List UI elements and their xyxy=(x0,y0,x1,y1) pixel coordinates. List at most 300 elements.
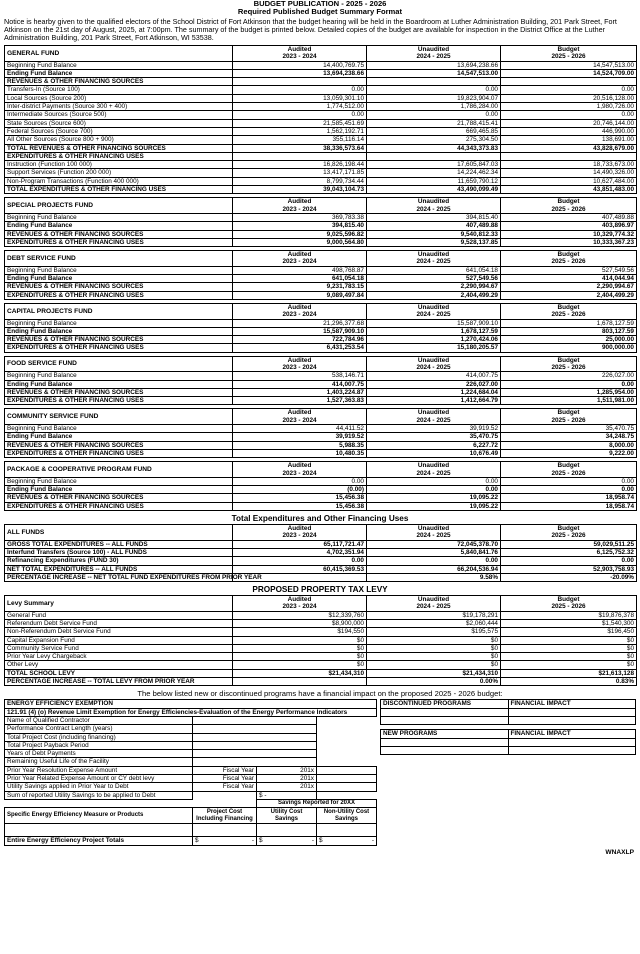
new-programs-impact: FINANCIAL IMPACT xyxy=(508,730,636,738)
row-label: Support Services (Function 200 000) xyxy=(5,169,233,177)
col-budget: Budget 2025 - 2026 xyxy=(501,46,637,62)
food-service-fund-title: FOOD SERVICE FUND xyxy=(5,356,233,372)
fy-fiscal: Fiscal Year xyxy=(193,766,257,774)
row-value: 35,470.75 xyxy=(367,433,501,441)
general-fund-row xyxy=(5,61,637,69)
row-label: All Other Sources (Source 800 + 900) xyxy=(5,136,233,144)
all-funds-table xyxy=(4,524,637,582)
general-fund-row xyxy=(5,94,637,102)
energy-fy-row xyxy=(5,783,377,791)
measure-label: Specific Energy Efficiency Measure or Products xyxy=(5,808,193,824)
row-label: Beginning Fund Balance xyxy=(5,213,233,221)
levy-table-wrap xyxy=(4,595,636,686)
row-value: 34,248.75 xyxy=(501,433,637,441)
row-label: NET TOTAL EXPENDITURES -- ALL FUNDS xyxy=(5,565,233,573)
community-service-fund-table xyxy=(4,408,637,458)
row-value: 9,025,596.82 xyxy=(233,230,367,238)
capital-projects-fund-row xyxy=(5,327,637,335)
row-value: $0 xyxy=(233,661,367,669)
totals-heading: Total Expenditures and Other Financing Uses xyxy=(231,514,409,524)
col-audited: Audited 2023 - 2024 xyxy=(233,303,367,319)
energy-fy-row xyxy=(5,775,377,783)
row-value: 18,733,673.00 xyxy=(501,161,637,169)
row-value: 1,527,363.83 xyxy=(233,397,367,405)
package-coop-fund-table xyxy=(4,461,637,511)
col-budget: Budget 2025 - 2026 xyxy=(501,409,637,425)
row-value: 669,465.85 xyxy=(367,127,501,135)
sum-value: $ - xyxy=(257,791,317,799)
row-label: Other Levy xyxy=(5,661,233,669)
row-label: Referendum Debt Service Fund xyxy=(5,620,233,628)
community-service-fund-row xyxy=(5,425,637,433)
fy-year: 201x xyxy=(257,766,317,774)
row-value: 1,774,512.00 xyxy=(233,103,367,111)
package-coop-fund-row xyxy=(5,486,637,494)
row-label: REVENUES & OTHER FINANCING SOURCES xyxy=(5,78,233,86)
row-value: 21,788,415.41 xyxy=(367,119,501,127)
levy-summary-row xyxy=(5,653,637,661)
row-label: Local Sources (Source 200) xyxy=(5,94,233,102)
col-budget: Budget 2025 - 2026 xyxy=(501,198,637,214)
row-label: EXPENDITURES & OTHER FINANCING USES xyxy=(5,397,233,405)
row-value: 0.00 xyxy=(501,477,637,485)
col-unaudited: Unaudited 2024 - 2025 xyxy=(367,409,501,425)
levy-summary-title: Levy Summary xyxy=(5,596,233,612)
levy-summary-row xyxy=(5,611,637,619)
row-value: 414,044.94 xyxy=(501,275,637,283)
row-label: Ending Fund Balance xyxy=(5,69,233,77)
row-value: 9.58% xyxy=(367,573,501,581)
debt-service-fund-table xyxy=(4,250,637,300)
package-coop-fund-row xyxy=(5,494,637,502)
energy-section xyxy=(4,699,376,845)
col-unaudited: Unaudited 2024 - 2025 xyxy=(367,303,501,319)
row-value: 1,678,127.59 xyxy=(501,319,637,327)
energy-title: ENERGY EFFICIENCY EXEMPTION xyxy=(5,700,377,708)
general-fund-row xyxy=(5,186,637,194)
row-value: 19,823,904.07 xyxy=(367,94,501,102)
row-label: Non-Program Transactions (Function 400 000) xyxy=(5,177,233,185)
general-fund-row xyxy=(5,86,637,94)
row-value: 15,456.38 xyxy=(233,502,367,510)
row-value: $0 xyxy=(367,661,501,669)
row-label: Beginning Fund Balance xyxy=(5,61,233,69)
programs-note: The below listed new or discontinued programs have a financial impact on the proposed 2025 - 2026 budget: xyxy=(137,689,503,699)
row-value: $2,060,444 xyxy=(367,620,501,628)
row-value: 65,117,721.47 xyxy=(233,540,367,548)
row-label: GROSS TOTAL EXPENDITURES -- ALL FUNDS xyxy=(5,540,233,548)
row-value: 9,528,137.85 xyxy=(367,238,501,246)
row-value: 10,627,484.00 xyxy=(501,177,637,185)
special-projects-fund-row xyxy=(5,230,637,238)
community-service-fund-row xyxy=(5,441,637,449)
food-service-fund-row xyxy=(5,380,637,388)
row-value: 446,990.00 xyxy=(501,127,637,135)
col-budget: Budget 2025 - 2026 xyxy=(501,251,637,267)
levy-summary-row xyxy=(5,644,637,652)
special-projects-fund-table xyxy=(4,197,637,247)
row-value: 0.00 xyxy=(367,86,501,94)
row-value: 39,043,104.73 xyxy=(233,186,367,194)
row-value xyxy=(233,678,367,686)
col-audited: Audited 2023 - 2024 xyxy=(233,409,367,425)
row-value: $0 xyxy=(367,636,501,644)
row-value: 21,585,451.69 xyxy=(233,119,367,127)
row-value: $0 xyxy=(367,653,501,661)
row-value: 394,815.40 xyxy=(233,222,367,230)
row-value: 1,285,954.00 xyxy=(501,388,637,396)
col-audited: Audited 2023 - 2024 xyxy=(233,596,367,612)
row-value: $195,575 xyxy=(367,628,501,636)
col-audited: Audited 2023 - 2024 xyxy=(233,356,367,372)
row-value: $0 xyxy=(501,636,637,644)
row-value: 66,204,536.94 xyxy=(367,565,501,573)
row-value: 43,490,099.49 xyxy=(367,186,501,194)
row-label: TOTAL REVENUES & OTHER FINANCING SOURCES xyxy=(5,144,233,152)
row-value: 1,270,424.06 xyxy=(367,336,501,344)
total-dollar-2: $ xyxy=(259,837,263,845)
row-value: 10,333,367.23 xyxy=(501,238,637,246)
energy-item-row xyxy=(5,741,377,749)
row-value: 369,783.38 xyxy=(233,213,367,221)
row-value: 394,815.40 xyxy=(367,213,501,221)
col-audited: Audited 2023 - 2024 xyxy=(233,462,367,478)
row-label: Instruction (Function 100 000) xyxy=(5,161,233,169)
col-budget: Budget 2025 - 2026 xyxy=(501,596,637,612)
energy-item-row xyxy=(5,733,377,741)
general-fund-row xyxy=(5,136,637,144)
row-value: 1,786,284.00 xyxy=(367,103,501,111)
capital-projects-fund-title: CAPITAL PROJECTS FUND xyxy=(5,303,233,319)
row-value: 25,000.00 xyxy=(501,336,637,344)
row-value: 16,826,198.44 xyxy=(233,161,367,169)
row-label: Beginning Fund Balance xyxy=(5,266,233,274)
row-value: 9,089,497.84 xyxy=(233,291,367,299)
row-label: Beginning Fund Balance xyxy=(5,477,233,485)
row-label: Interfund Transfers (Source 100) - ALL FUNDS xyxy=(5,548,233,556)
col-budget: Budget 2025 - 2026 xyxy=(501,303,637,319)
row-value: 2,290,994.67 xyxy=(501,283,637,291)
row-value: 138,691.00 xyxy=(501,136,637,144)
general-fund-row xyxy=(5,152,637,160)
energy-subtitle: 121.91 (4) (o) Revenue Limit Exemption for Energy Efficiencies-Evaluation of the Energy Performance Indicators xyxy=(5,708,377,716)
total-dash-1: - xyxy=(251,837,254,845)
row-value: 1,980,726.00 xyxy=(501,103,637,111)
row-value: 0.00 xyxy=(367,557,501,565)
capital-projects-fund-row xyxy=(5,319,637,327)
energy-item-label: Total Project Payback Period xyxy=(5,741,193,749)
general-fund-row xyxy=(5,144,637,152)
row-value: 1,224,684.04 xyxy=(367,388,501,396)
row-value: 43,828,679.00 xyxy=(501,144,637,152)
row-value: 13,694,238.66 xyxy=(233,69,367,77)
row-value: 14,547,513.00 xyxy=(501,61,637,69)
general-fund-row xyxy=(5,177,637,185)
fy-label: Prior Year Related Expense Amount or CY debt levy xyxy=(5,775,193,783)
row-value: $0 xyxy=(501,644,637,652)
row-value: $21,434,310 xyxy=(367,669,501,677)
row-value: 6,125,752.32 xyxy=(501,548,637,556)
row-value: 0.00 xyxy=(501,111,637,119)
debt-service-fund-row xyxy=(5,283,637,291)
fy-year: 201x xyxy=(257,775,317,783)
col-unaudited: Unaudited 2024 - 2025 xyxy=(367,46,501,62)
food-service-fund-row xyxy=(5,372,637,380)
energy-item-label: Remaining Useful Life of the Facility xyxy=(5,758,193,766)
col-unaudited: Unaudited 2024 - 2025 xyxy=(367,251,501,267)
general-fund-row xyxy=(5,127,637,135)
total-dollar-1: $ xyxy=(195,837,199,845)
energy-total-label: Entire Energy Efficiency Project Totals xyxy=(5,837,193,845)
row-value: 10,329,774.32 xyxy=(501,230,637,238)
col-unaudited: Unaudited 2024 - 2025 xyxy=(367,596,501,612)
row-label: General Fund xyxy=(5,611,233,619)
row-label: TOTAL SCHOOL LEVY xyxy=(5,669,233,677)
h-utility-savings: Utility Cost Savings xyxy=(257,808,317,824)
special-projects-fund-row xyxy=(5,238,637,246)
all-funds-row xyxy=(5,548,637,556)
row-label: REVENUES & OTHER FINANCING SOURCES xyxy=(5,283,233,291)
totals-table-wrap xyxy=(4,524,636,582)
community-service-fund-row xyxy=(5,449,637,457)
row-value: 2,404,499.29 xyxy=(367,291,501,299)
community-service-fund-row xyxy=(5,433,637,441)
levy-summary-row xyxy=(5,678,637,686)
row-label: Ending Fund Balance xyxy=(5,275,233,283)
row-value: 0.00 xyxy=(501,557,637,565)
col-unaudited: Unaudited 2024 - 2025 xyxy=(367,525,501,541)
row-value: 0.00 xyxy=(367,477,501,485)
row-label: Beginning Fund Balance xyxy=(5,319,233,327)
row-value: 20,516,128.00 xyxy=(501,94,637,102)
row-value: 39,919.52 xyxy=(233,433,367,441)
row-value: 11,659,790.12 xyxy=(367,177,501,185)
row-value: 1,562,192.71 xyxy=(233,127,367,135)
row-value: 0.00 xyxy=(367,486,501,494)
levy-summary-table xyxy=(4,595,637,686)
all-funds-title: ALL FUNDS xyxy=(5,525,233,541)
row-value: -20.09% xyxy=(501,573,637,581)
budget-page xyxy=(4,0,636,856)
row-value: 226,027.00 xyxy=(501,372,637,380)
row-value: 2,290,994.67 xyxy=(367,283,501,291)
row-value: 14,400,769.75 xyxy=(233,61,367,69)
row-label: Intermediate Sources (Source 500) xyxy=(5,111,233,119)
row-value: 8,000.00 xyxy=(501,441,637,449)
row-label: Refinancing Expenditures (FUND 30) xyxy=(5,557,233,565)
energy-item-row xyxy=(5,758,377,766)
community-service-fund-title: COMMUNITY SERVICE FUND xyxy=(5,409,233,425)
energy-item-label: Performance Contract Length (years) xyxy=(5,725,193,733)
general-fund-row xyxy=(5,119,637,127)
row-label: Ending Fund Balance xyxy=(5,486,233,494)
row-value: 0.00% xyxy=(367,678,501,686)
col-budget: Budget 2025 - 2026 xyxy=(501,462,637,478)
debt-service-fund-title: DEBT SERVICE FUND xyxy=(5,251,233,267)
row-value: 1,403,224.87 xyxy=(233,388,367,396)
levy-summary-row xyxy=(5,636,637,644)
row-value: 15,587,909.10 xyxy=(367,319,501,327)
row-value: $194,550 xyxy=(233,628,367,636)
col-budget: Budget 2025 - 2026 xyxy=(501,356,637,372)
fund-tables xyxy=(4,45,636,511)
row-value: 0.00 xyxy=(233,86,367,94)
row-value: 226,027.00 xyxy=(367,380,501,388)
row-value: 14,224,462.34 xyxy=(367,169,501,177)
row-value: 14,547,513.00 xyxy=(367,69,501,77)
row-label: Ending Fund Balance xyxy=(5,433,233,441)
row-label: EXPENDITURES & OTHER FINANCING USES xyxy=(5,152,233,160)
row-value: 59,029,511.25 xyxy=(501,540,637,548)
row-value: 9,222.00 xyxy=(501,449,637,457)
row-value: 38,336,573.64 xyxy=(233,144,367,152)
new-programs-table xyxy=(380,729,636,755)
row-label: EXPENDITURES & OTHER FINANCING USES xyxy=(5,502,233,510)
row-value: 9,000,564.80 xyxy=(233,238,367,246)
row-value: 8,799,734.44 xyxy=(233,177,367,185)
row-label: Ending Fund Balance xyxy=(5,222,233,230)
special-projects-fund-row xyxy=(5,213,637,221)
row-value: 0.83% xyxy=(501,678,637,686)
row-value: 1,412,664.79 xyxy=(367,397,501,405)
h-project-cost: Project Cost Including Financing xyxy=(193,808,257,824)
levy-heading: PROPOSED PROPERTY TAX LEVY xyxy=(252,585,388,595)
row-value: 355,116.14 xyxy=(233,136,367,144)
levy-summary-row xyxy=(5,669,637,677)
general-fund-row xyxy=(5,161,637,169)
total-dash-2: - xyxy=(311,837,314,845)
row-value: $19,178,291 xyxy=(367,611,501,619)
general-fund-title: GENERAL FUND xyxy=(5,46,233,62)
row-value: 641,054.18 xyxy=(233,275,367,283)
row-value: $1,540,300 xyxy=(501,620,637,628)
row-value: (0.00) xyxy=(233,486,367,494)
row-value: 0.00 xyxy=(501,486,637,494)
row-value: 527,549.56 xyxy=(367,275,501,283)
special-projects-fund-title: SPECIAL PROJECTS FUND xyxy=(5,198,233,214)
row-value: 0.00 xyxy=(501,380,637,388)
energy-fy-row xyxy=(5,766,377,774)
sum-label: Sum of reported Utility Savings to be applied to Debt xyxy=(5,791,193,799)
row-value: 15,180,205.57 xyxy=(367,344,501,352)
row-value: 5,988.35 xyxy=(233,441,367,449)
row-value: $12,339,760 xyxy=(233,611,367,619)
row-label: Capital Expansion Fund xyxy=(5,636,233,644)
col-unaudited: Unaudited 2024 - 2025 xyxy=(367,356,501,372)
row-value: 10,480.35 xyxy=(233,449,367,457)
row-value: 2,404,499.29 xyxy=(501,291,637,299)
food-service-fund-row xyxy=(5,397,637,405)
row-value: $21,434,310 xyxy=(233,669,367,677)
row-label: EXPENDITURES & OTHER FINANCING USES xyxy=(5,291,233,299)
all-funds-row xyxy=(5,573,637,581)
row-label: Ending Fund Balance xyxy=(5,380,233,388)
levy-summary-row xyxy=(5,661,637,669)
row-value: 900,000.00 xyxy=(501,344,637,352)
bottom-section xyxy=(4,699,636,845)
row-value: 0.00 xyxy=(367,111,501,119)
h-nonutility-savings: Non-Utility Cost Savings xyxy=(317,808,377,824)
row-value: 0.00 xyxy=(501,86,637,94)
general-fund-row xyxy=(5,69,637,77)
row-value: 4,702,351.94 xyxy=(233,548,367,556)
row-label: EXPENDITURES & OTHER FINANCING USES xyxy=(5,449,233,457)
row-label: REVENUES & OTHER FINANCING SOURCES xyxy=(5,230,233,238)
row-value: 6,431,253.54 xyxy=(233,344,367,352)
row-value: 414,007.75 xyxy=(367,372,501,380)
hearing-notice: Notice is hearby given to the qualified electors of the School District of Fort Atkinson that the budget hearing will be held in the Boardroom at Luther Administration Building, 201 Park Street, Fort Atkinson on the 21st day of August, 2025, at 7:00pm. The summary of the budget is printed below. Detailed copies of the budget are available for inspection in the District Office at the Luther Administration Building, 201 Park Street, Fort Atkinson, WI 53538. xyxy=(4,17,617,42)
row-value: 407,489.88 xyxy=(501,213,637,221)
row-label: Prior Year Levy Chargeback xyxy=(5,653,233,661)
row-value: 13,417,171.85 xyxy=(233,169,367,177)
row-label: Community Service Fund xyxy=(5,644,233,652)
capital-projects-fund-table xyxy=(4,303,637,353)
row-value: 407,489.88 xyxy=(367,222,501,230)
row-value: 275,304.50 xyxy=(367,136,501,144)
row-label: Transfers-In (Source 100) xyxy=(5,86,233,94)
savings-reported: Savings Reported for 20XX xyxy=(257,799,377,807)
row-value: 44,411.52 xyxy=(233,425,367,433)
row-value: 14,490,326.00 xyxy=(501,169,637,177)
row-value xyxy=(367,78,501,86)
energy-item-row xyxy=(5,750,377,758)
discontinued-impact: FINANCIAL IMPACT xyxy=(508,700,636,708)
row-value: 0.00 xyxy=(233,477,367,485)
row-label: EXPENDITURES & OTHER FINANCING USES xyxy=(5,238,233,246)
food-service-fund-row xyxy=(5,388,637,396)
energy-item-label: Name of Qualified Contractor xyxy=(5,716,193,724)
col-budget: Budget 2025 - 2026 xyxy=(501,525,637,541)
row-value: 13,694,238.66 xyxy=(367,61,501,69)
row-value: 43,851,483.00 xyxy=(501,186,637,194)
fy-label: Prior Year Resolution Expense Amount xyxy=(5,766,193,774)
energy-item-label: Years of Debt Payments xyxy=(5,750,193,758)
row-value xyxy=(367,152,501,160)
general-fund-row xyxy=(5,111,637,119)
row-value: $0 xyxy=(233,636,367,644)
row-value: 44,343,373.83 xyxy=(367,144,501,152)
row-value: 19,095.22 xyxy=(367,502,501,510)
capital-projects-fund-row xyxy=(5,344,637,352)
row-label: EXPENDITURES & OTHER FINANCING USES xyxy=(5,344,233,352)
page-subtitle: Required Published Budget Summary Format xyxy=(237,7,403,16)
general-fund-row xyxy=(5,103,637,111)
row-value: 15,587,909.10 xyxy=(233,327,367,335)
row-label: REVENUES & OTHER FINANCING SOURCES xyxy=(5,336,233,344)
row-label: Beginning Fund Balance xyxy=(5,372,233,380)
all-funds-row xyxy=(5,540,637,548)
row-value: 498,768.87 xyxy=(233,266,367,274)
row-label: PERCENTAGE INCREASE -- NET TOTAL FUND EXPENDITURES FROM PRIOR YEAR xyxy=(5,573,233,581)
row-value: 60,415,369.53 xyxy=(233,565,367,573)
row-value: $0 xyxy=(501,653,637,661)
row-value: 6,227.72 xyxy=(367,441,501,449)
row-value: 18,958.74 xyxy=(501,494,637,502)
row-value: 19,095.22 xyxy=(367,494,501,502)
row-label: Inter-district Payments (Source 300 + 400) xyxy=(5,103,233,111)
debt-service-fund-row xyxy=(5,275,637,283)
row-value: 403,896.97 xyxy=(501,222,637,230)
row-label: TOTAL EXPENDITURES & OTHER FINANCING USES xyxy=(5,186,233,194)
row-value: 15,456.38 xyxy=(233,494,367,502)
row-value: 9,231,783.15 xyxy=(233,283,367,291)
row-value: 1,511,981.00 xyxy=(501,397,637,405)
energy-item-label: Total Project Cost (including financing) xyxy=(5,733,193,741)
row-value: $21,613,128 xyxy=(501,669,637,677)
debt-service-fund-row xyxy=(5,291,637,299)
row-value: $0 xyxy=(501,661,637,669)
row-value: 13,059,301.10 xyxy=(233,94,367,102)
